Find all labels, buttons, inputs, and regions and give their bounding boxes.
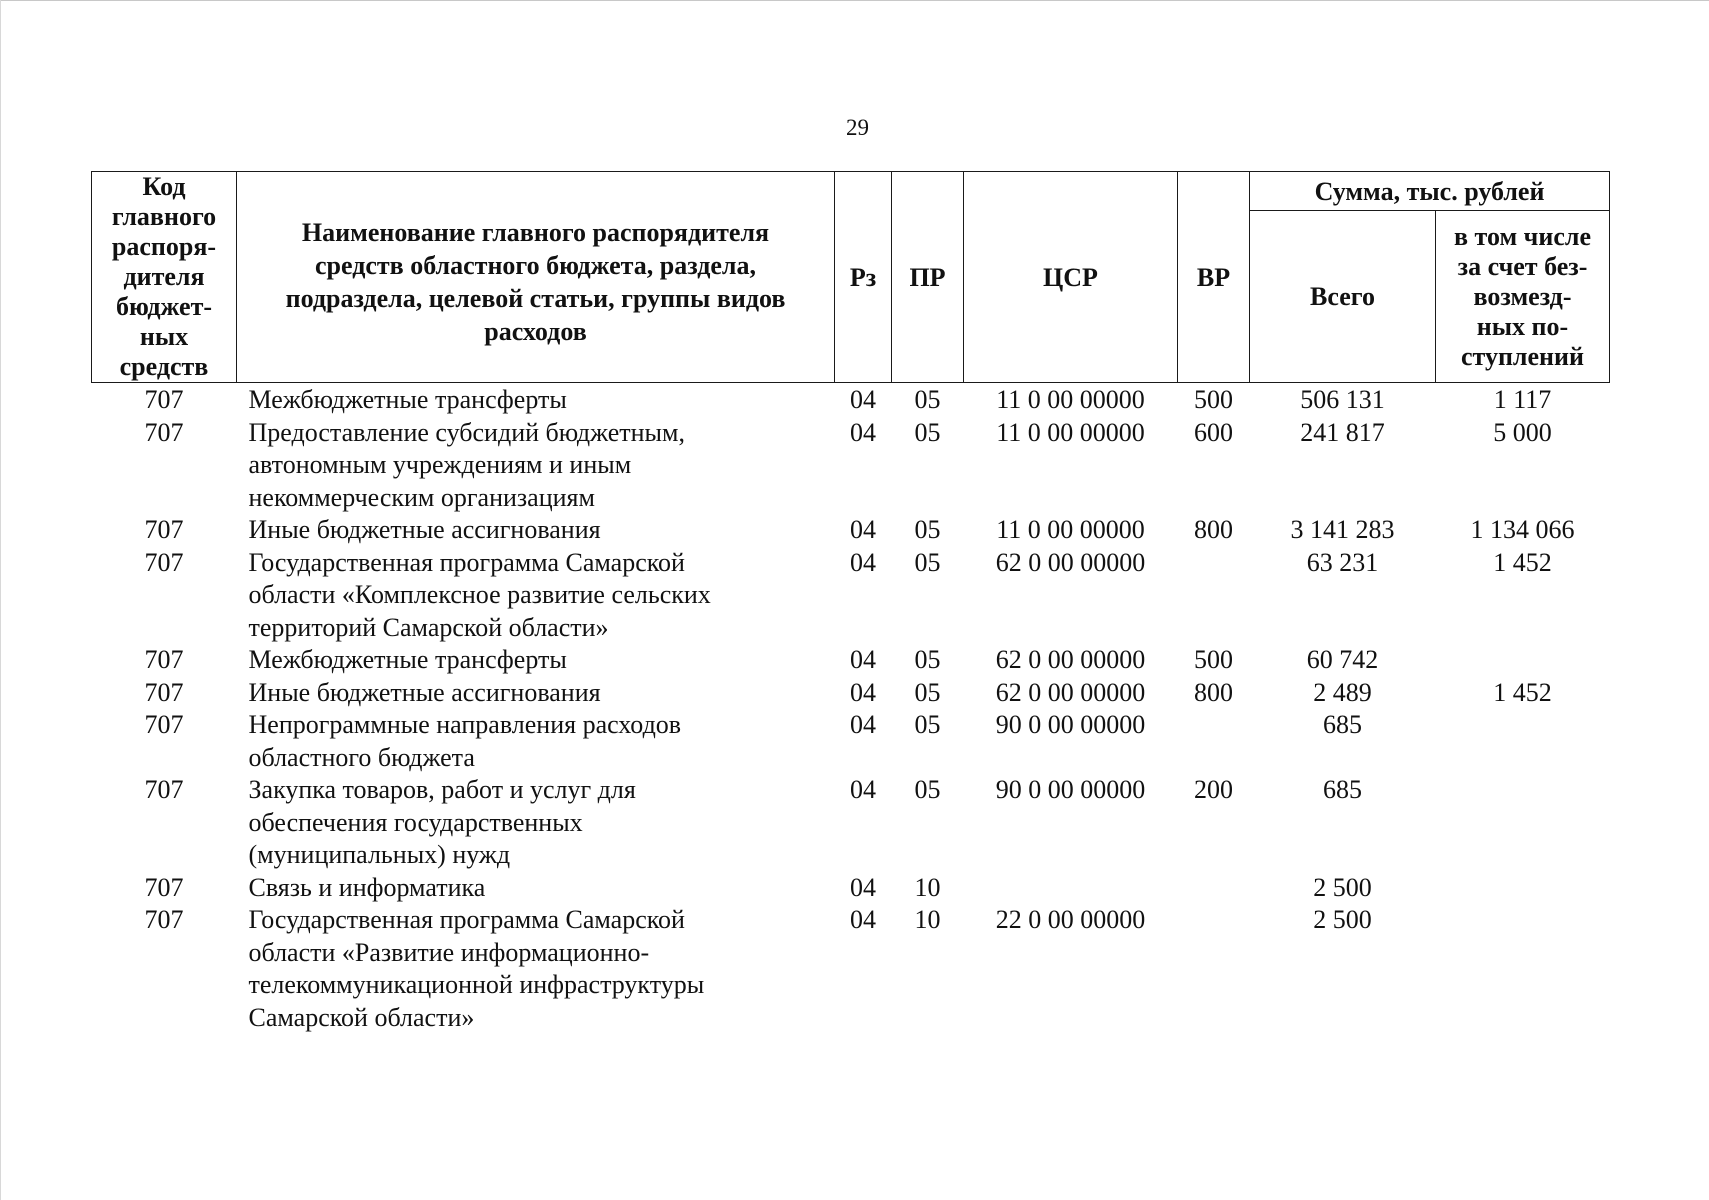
- cell-name: [237, 872, 835, 905]
- cell-incl: 5 000: [1493, 417, 1552, 447]
- header-code-line: бюджет-: [115, 292, 212, 321]
- cell-name: [237, 644, 835, 677]
- header-rz: Рз: [835, 172, 892, 383]
- cell-csr: 11 0 00 00000: [996, 417, 1145, 447]
- cell-incl: [1436, 904, 1610, 1034]
- cell-rz: 04: [850, 872, 876, 902]
- cell-name: [237, 383, 835, 417]
- cell-vr: [1178, 904, 1250, 1034]
- table-row: [92, 644, 1610, 677]
- header-code: [92, 172, 237, 383]
- cell-total: 685: [1323, 710, 1362, 739]
- header-incl-line: возмезд-: [1473, 281, 1572, 311]
- scan-edge-top: [0, 0, 1709, 1]
- budget-table: [91, 171, 1610, 1034]
- header-name-line: средств областного бюджета, раздела,: [315, 251, 756, 280]
- cell-vr: [1178, 709, 1250, 774]
- cell-pr: 10: [914, 872, 941, 902]
- cell-name-line: Самарской области»: [248, 1002, 475, 1032]
- table-row: [92, 904, 1610, 1034]
- cell-vr: 800: [1194, 515, 1233, 544]
- cell-incl: 1 134 066: [1470, 515, 1575, 544]
- cell-code: 707: [144, 677, 184, 707]
- cell-pr: 05: [914, 775, 941, 804]
- cell-name: [237, 514, 835, 547]
- cell-code: 707: [144, 872, 184, 902]
- cell-total: 241 817: [1300, 417, 1385, 447]
- table-body: [92, 383, 1610, 1035]
- page-number: 29: [846, 115, 869, 140]
- table-row: [92, 774, 1610, 872]
- cell-code: 707: [144, 547, 184, 577]
- cell-csr: [964, 872, 1178, 905]
- header-code-line: дителя: [123, 262, 205, 291]
- cell-pr: 05: [914, 515, 941, 544]
- cell-name: [237, 904, 835, 1034]
- cell-rz: 04: [850, 515, 876, 544]
- header-sum: Сумма, тыс. рублей: [1250, 172, 1610, 211]
- cell-csr: 62 0 00 00000: [995, 677, 1146, 707]
- cell-name-line: области «Комплексное развитие сельских: [248, 580, 711, 609]
- header-total: Всего: [1250, 211, 1436, 383]
- header-name-line: Наименование главного распорядителя: [301, 218, 770, 247]
- cell-name: [237, 417, 835, 515]
- cell-pr: 05: [914, 677, 941, 707]
- cell-incl: 1 452: [1493, 547, 1552, 577]
- cell-pr: 05: [914, 710, 941, 739]
- header-code-line: ных: [139, 322, 189, 351]
- cell-incl: [1436, 644, 1610, 677]
- cell-vr: [1178, 547, 1250, 645]
- cell-pr: 05: [914, 385, 941, 414]
- cell-csr: 62 0 00 00000: [995, 547, 1146, 577]
- cell-rz: 04: [850, 775, 876, 804]
- cell-code: 707: [144, 515, 184, 544]
- cell-total: 2 500: [1313, 872, 1372, 902]
- table-row: [92, 417, 1610, 515]
- header-incl-line: ных по-: [1476, 311, 1569, 341]
- cell-code: 707: [144, 417, 184, 447]
- header-name: [237, 172, 835, 383]
- cell-name-line: телекоммуникационной инфраструктуры: [248, 970, 705, 999]
- cell-name-line: Иные бюджетные ассигнования: [248, 677, 601, 707]
- cell-total: 63 231: [1306, 547, 1379, 577]
- cell-csr: 11 0 00 00000: [996, 385, 1145, 414]
- cell-name-line: обеспечения государственных: [248, 807, 583, 837]
- cell-name-line: (муниципальных) нужд: [248, 840, 511, 869]
- cell-vr: 600: [1194, 417, 1233, 447]
- table-row: [92, 547, 1610, 645]
- cell-name-line: Межбюджетные трансферты: [248, 385, 567, 414]
- cell-csr: 11 0 00 00000: [996, 515, 1145, 544]
- cell-rz: 04: [850, 385, 876, 414]
- cell-name-line: области «Развитие информационно-: [248, 937, 650, 967]
- cell-pr: 05: [914, 417, 941, 447]
- cell-name: [237, 677, 835, 710]
- cell-name-line: Межбюджетные трансферты: [248, 645, 567, 674]
- cell-name-line: Непрограммные направления расходов: [248, 710, 682, 739]
- header-csr: ЦСР: [964, 172, 1178, 383]
- cell-code: 707: [144, 645, 184, 674]
- cell-name-line: Государственная программа Самарской: [248, 547, 685, 577]
- cell-total: 3 141 283: [1290, 515, 1395, 544]
- cell-csr: 90 0 00 00000: [995, 710, 1146, 739]
- header-incl-line: за счет без-: [1457, 251, 1588, 281]
- header-incl-line: ступлений: [1460, 341, 1585, 371]
- cell-vr: 800: [1194, 677, 1233, 707]
- cell-total: 2 500: [1313, 905, 1372, 934]
- cell-name-line: некоммерческим организациям: [248, 482, 595, 512]
- cell-code: 707: [144, 710, 184, 739]
- header-name-line: расходов: [484, 317, 587, 346]
- cell-pr: 05: [914, 645, 941, 674]
- cell-vr: 200: [1194, 775, 1233, 804]
- cell-incl: [1436, 774, 1610, 872]
- cell-vr: 500: [1194, 385, 1233, 414]
- table-row: [92, 872, 1610, 905]
- cell-incl: 1 117: [1493, 385, 1552, 414]
- cell-incl: [1436, 709, 1610, 774]
- header-incl: [1436, 211, 1610, 383]
- cell-name-line: Закупка товаров, работ и услуг для: [248, 775, 636, 804]
- cell-name-line: Иные бюджетные ассигнования: [248, 515, 601, 544]
- header-pr: ПР: [892, 172, 964, 383]
- cell-rz: 04: [850, 547, 876, 577]
- cell-code: 707: [144, 905, 184, 934]
- cell-rz: 04: [850, 905, 876, 934]
- cell-name: [237, 547, 835, 645]
- cell-total: 60 742: [1306, 645, 1379, 674]
- cell-csr: 90 0 00 00000: [995, 775, 1146, 804]
- table-row: [92, 709, 1610, 774]
- cell-name-line: Предоставление субсидий бюджетным,: [248, 417, 685, 447]
- cell-incl: 1 452: [1493, 677, 1552, 707]
- cell-csr: 62 0 00 00000: [995, 645, 1146, 674]
- cell-rz: 04: [850, 677, 876, 707]
- cell-name-line: автономным учреждениям и иным: [248, 450, 632, 479]
- cell-rz: 04: [850, 645, 876, 674]
- header-vr: ВР: [1178, 172, 1250, 383]
- cell-name: [237, 709, 835, 774]
- table-row: [92, 514, 1610, 547]
- cell-total: 506 131: [1300, 385, 1385, 414]
- table-header: [92, 172, 1610, 383]
- scan-edge-left: [0, 0, 1, 1200]
- cell-vr: 500: [1194, 645, 1233, 674]
- cell-rz: 04: [850, 710, 876, 739]
- cell-csr: 22 0 00 00000: [995, 905, 1146, 934]
- cell-code: 707: [144, 775, 184, 804]
- cell-incl: [1436, 872, 1610, 905]
- cell-rz: 04: [850, 417, 876, 447]
- cell-total: 2 489: [1313, 677, 1372, 707]
- cell-name: [237, 774, 835, 872]
- cell-name-line: Государственная программа Самарской: [248, 905, 685, 934]
- header-name-line: подраздела, целевой статьи, группы видов: [285, 284, 786, 313]
- cell-total: 685: [1323, 775, 1362, 804]
- table-row: [92, 383, 1610, 417]
- table-row: [92, 677, 1610, 710]
- cell-code: 707: [144, 385, 184, 414]
- cell-pr: 10: [914, 905, 941, 934]
- header-incl-line: в том числе: [1454, 221, 1591, 251]
- cell-vr: [1178, 872, 1250, 905]
- cell-pr: 05: [914, 547, 941, 577]
- header-code-line: Код: [142, 172, 186, 201]
- cell-name-line: территорий Самарской области»: [248, 612, 609, 642]
- cell-name-line: областного бюджета: [248, 742, 475, 772]
- cell-name-line: Связь и информатика: [248, 872, 486, 902]
- header-code-line: главного: [111, 202, 217, 231]
- header-code-line: распоря-: [111, 232, 217, 261]
- header-code-line: средств: [119, 352, 209, 381]
